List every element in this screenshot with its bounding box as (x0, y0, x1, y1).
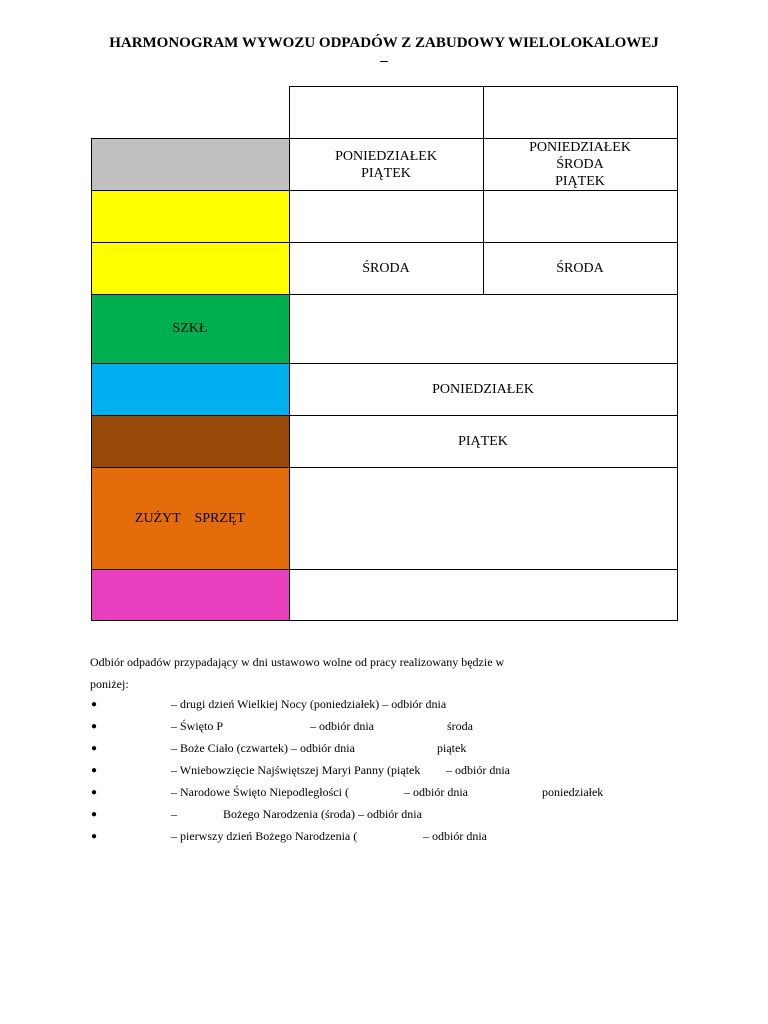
category-cell-brown (91, 415, 289, 467)
bullet-icon: ● (91, 831, 98, 842)
list-item-text: – drugi dzień Wielkiej Nocy (poniedziałek) – odbiór dnia (171, 697, 447, 711)
bullet-icon: ● (91, 699, 98, 710)
bullet-icon: ● (91, 809, 98, 820)
table-border (91, 569, 678, 570)
schedule-cell (289, 242, 483, 294)
list-item-text: Bożego Narodzenia (środa) – odbiór dnia (223, 807, 422, 821)
table-border (91, 138, 678, 139)
list-item-text: – odbiór dnia (310, 719, 374, 733)
schedule-cell (483, 242, 677, 294)
document-title: HARMONOGRAM WYWOZU ODPADÓW Z ZABUDOWY WIELOLOKALOWEJ (109, 35, 659, 51)
category-cell-yellow-1 (91, 190, 289, 242)
schedule-days: ŚRODA (556, 260, 604, 276)
schedule-cell-merged (289, 415, 677, 467)
schedule-cell-merged (289, 363, 677, 415)
header-cell-2 (483, 86, 677, 138)
bullet-icon: ● (91, 721, 98, 732)
table-border (91, 190, 678, 191)
list-item-text: poniedziałek (542, 785, 604, 799)
schedule-days: ŚRODA (362, 260, 410, 276)
category-label: ZUŻYT SPRZĘT (134, 510, 246, 526)
notes-intro: Odbiór odpadów przypadający w dni ustawowo wolne od pracy realizowany będzie w (90, 655, 505, 669)
schedule-cell (289, 138, 483, 190)
table-border (91, 294, 678, 295)
list-item-text: środa (447, 719, 473, 733)
schedule-days: PONIEDZIAŁEK (432, 381, 534, 397)
list-item-text: – pierwszy dzień Bożego Narodzenia ( (171, 829, 358, 843)
list-item-text: – Święto P (171, 719, 224, 733)
table-border (91, 467, 678, 468)
list-item-text: – odbiór dnia (404, 785, 468, 799)
list-item-text: – odbiór dnia (446, 763, 510, 777)
bullet-icon: ● (91, 787, 98, 798)
header-cell-1 (289, 86, 483, 138)
list-item-text: piątek (437, 741, 467, 755)
schedule-cell (483, 138, 677, 190)
list-item-text: – odbiór dnia (423, 829, 487, 843)
bullet-icon: ● (91, 765, 98, 776)
table-border (483, 86, 484, 295)
category-cell-yellow-2 (91, 242, 289, 294)
schedule-days: PONIEDZIAŁEK PIĄTEK (335, 149, 437, 181)
table-border (289, 86, 290, 621)
category-cell-grey (91, 138, 289, 190)
table-border (91, 242, 678, 243)
category-cell-blue (91, 363, 289, 415)
category-cell-electronics (91, 467, 289, 569)
list-item-text: – Narodowe Święto Niepodległości ( (171, 785, 349, 799)
category-cell-glass (91, 294, 289, 363)
schedule-days: PIĄTEK (458, 433, 508, 449)
table-border (91, 620, 678, 621)
document-title-dash: – (380, 53, 388, 69)
table-border (91, 415, 678, 416)
notes-intro-cont: poniżej: (90, 677, 129, 691)
schedule-days: PONIEDZIAŁEK ŚRODA PIĄTEK (529, 139, 631, 189)
category-cell-magenta (91, 569, 289, 621)
list-item-text: – Boże Ciało (czwartek) – odbiór dnia (171, 741, 355, 755)
table-border (91, 138, 92, 621)
table-border (677, 86, 678, 621)
table-border (91, 363, 678, 364)
list-item-text: – (171, 807, 177, 821)
bullet-icon: ● (91, 743, 98, 754)
category-label: SZKŁ (172, 321, 208, 336)
list-item-text: – Wniebowzięcie Najświętszej Maryi Panny (piątek (171, 763, 421, 777)
